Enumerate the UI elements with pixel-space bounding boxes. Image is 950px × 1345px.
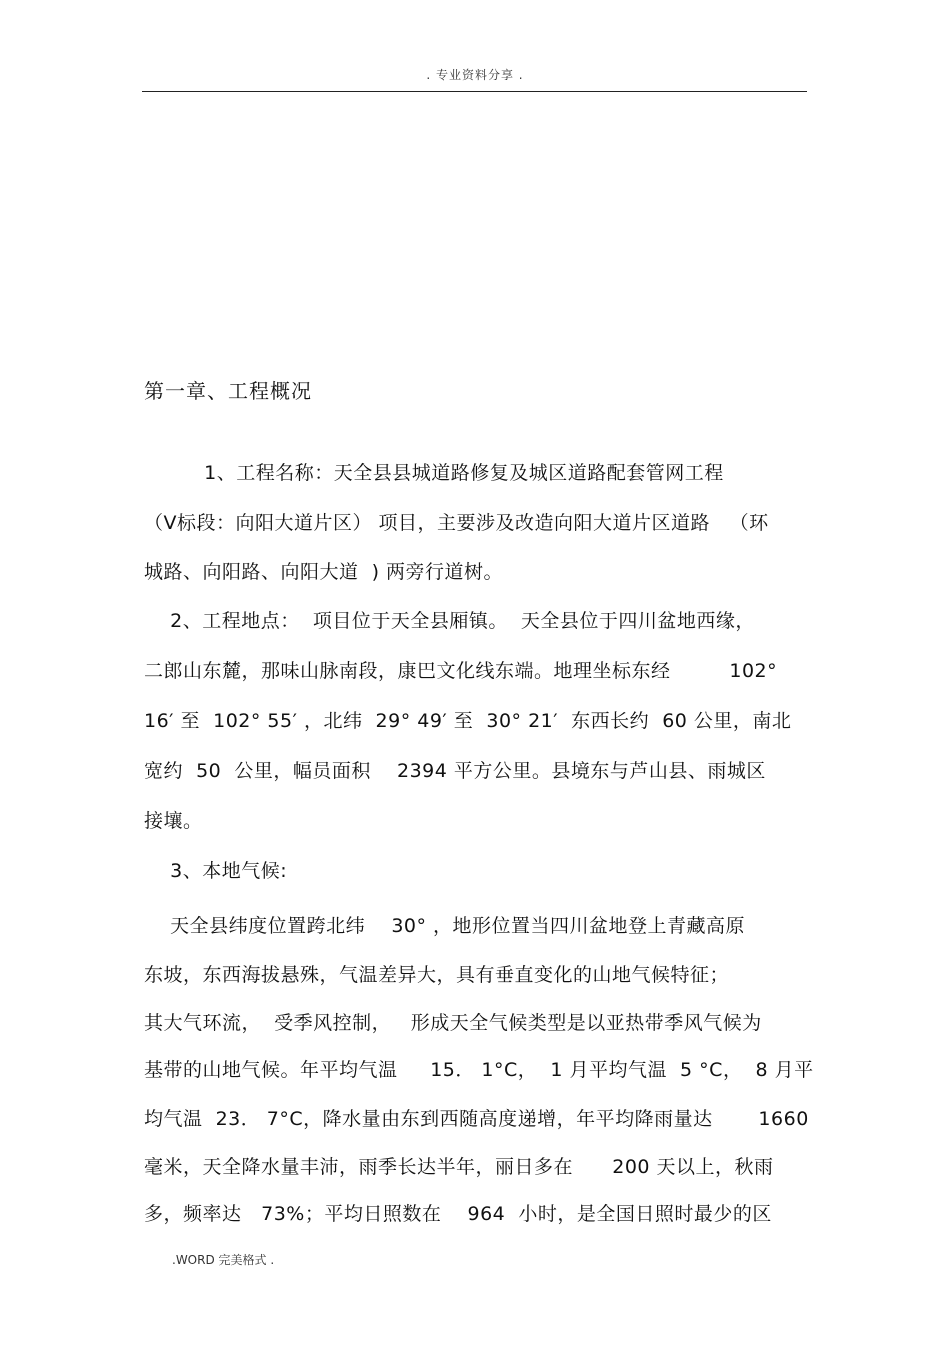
paragraph-line: 多，频率达 73%；平均日照数在 964 小时，是全国日照时最少的区 — [144, 1203, 772, 1225]
paragraph-line: 基带的山地气候。年平均气温 15． 1°C， 1 月平均气温 5 °C， 8 月平 — [144, 1059, 814, 1081]
paragraph-line: 16′ 至 102° 55′ ，北纬 29° 49′ 至 30° 21′ 东西长约 60 公里，南北 — [144, 710, 792, 732]
paragraph-line: 2、工程地点： 项目位于天全县厢镇。 天全县位于四川盆地西缘， — [144, 610, 755, 632]
paragraph-line: 天全县纬度位置跨北纬 30° ，地形位置当四川盆地登上青藏高原 — [144, 915, 746, 937]
paragraph-line: （V标段：向阳大道片区） 项目，主要涉及改造向阳大道片区道路 （环 — [144, 512, 769, 534]
paragraph-line: 接壤。 — [144, 810, 203, 832]
paragraph-line: 均气温 23． 7°C，降水量由东到西随高度递增，年平均降雨量达 1660 — [144, 1108, 809, 1130]
paragraph-line: 城路、向阳路、向阳大道 ) 两旁行道树。 — [144, 561, 504, 583]
paragraph-line: 宽约 50 公里，幅员面积 2394 平方公里。县境东与芦山县、雨城区 — [144, 760, 766, 782]
page-footer: .WORD 完美格式 . — [172, 1253, 275, 1267]
paragraph-line: 毫米，天全降水量丰沛，雨季长达半年，丽日多在 200 天以上，秋雨 — [144, 1156, 774, 1178]
paragraph-line: 东坡，东西海拔悬殊，气温差异大，具有垂直变化的山地气候特征； — [144, 964, 730, 986]
paragraph-line: 3、本地气候: — [144, 860, 288, 882]
paragraph-line: 1、工程名称：天全县县城道路修复及城区道路配套管网工程 — [178, 462, 724, 484]
chapter-title: 第一章、工程概况 — [144, 379, 312, 403]
page-header: . 专业资料分享 . — [426, 68, 524, 82]
header-rule — [142, 91, 807, 92]
paragraph-line: 二郎山东麓，那味山脉南段，康巴文化线东端。地理坐标东经 102° — [144, 660, 778, 682]
paragraph-line: 其大气环流， 受季风控制， 形成天全气候类型是以亚热带季风气候为 — [144, 1012, 762, 1034]
